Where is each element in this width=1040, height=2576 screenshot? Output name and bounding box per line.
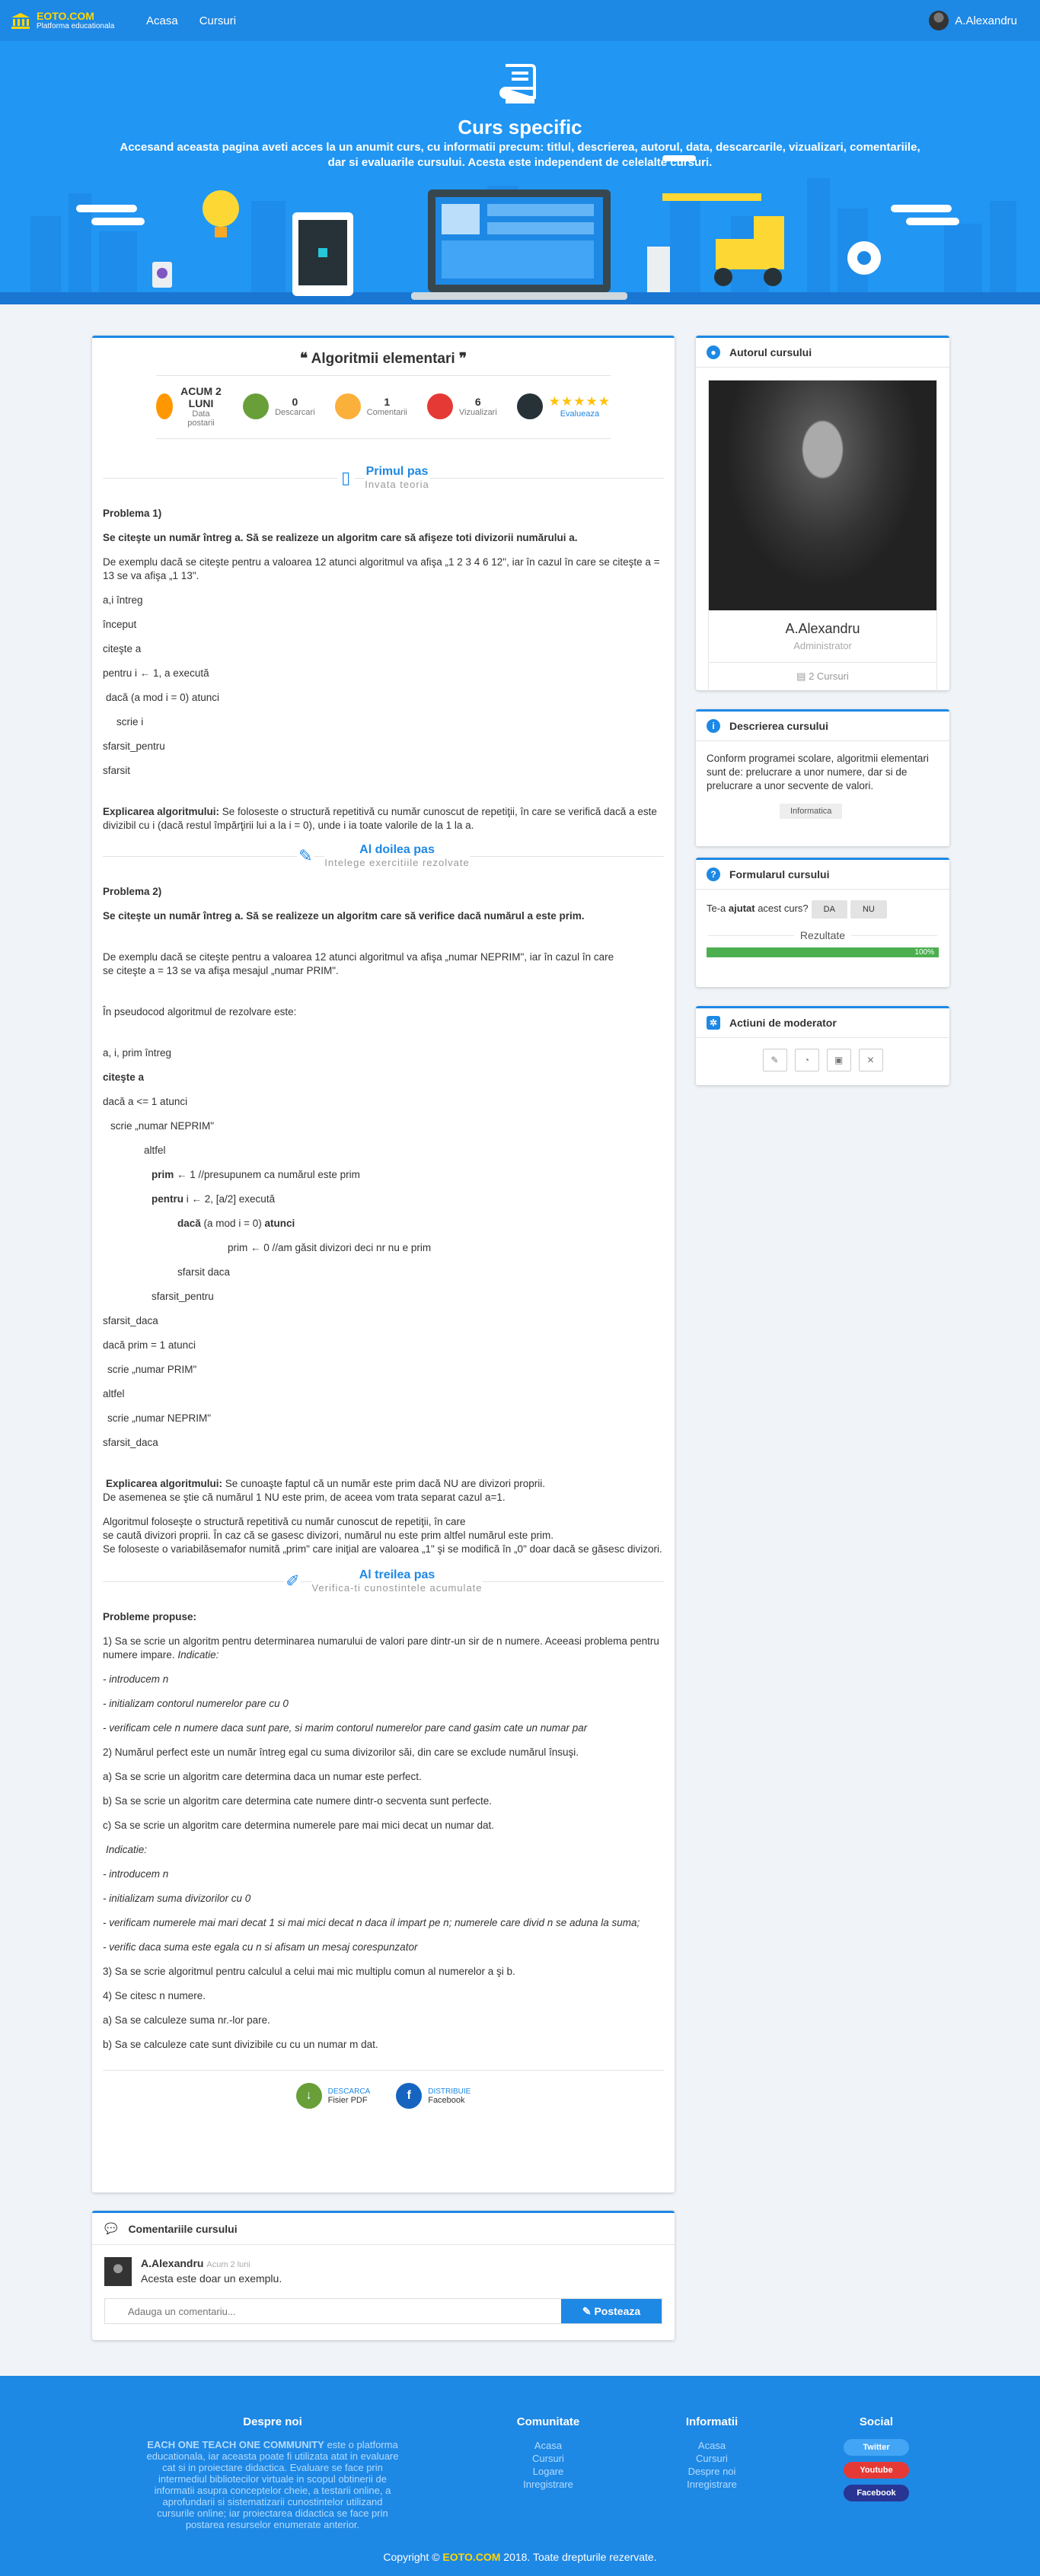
code-line: sfarsit_daca <box>103 1437 158 1448</box>
problem-text: c) Sa se scrie un algoritm care determina numerele pare mai mici decat un numar dat. <box>103 1820 494 1831</box>
delete-button[interactable]: ✕ <box>859 1049 883 1071</box>
explanation: se caută divizori proprii. În caz că se gasesc divizori, numărul nu este prim altfel numărul este prim. <box>103 1530 553 1541</box>
code-line: scrie i <box>116 716 144 728</box>
course-content-panel <box>92 336 675 2192</box>
code-line: sfarsit_pentru <box>103 740 165 752</box>
section-step-2: ✎ Al doilea pas Intelege exercitiile rezolvate <box>103 843 664 868</box>
problem-text: a) Sa se calculeze suma nr.-lor pare. <box>103 2014 270 2026</box>
page-title: Curs specific <box>458 116 582 139</box>
no-button[interactable]: NU <box>850 900 887 919</box>
card-title: Autorul cursului <box>729 346 812 358</box>
footer-link-inregistrare[interactable]: Inregistrare <box>687 2479 737 2490</box>
calendar-icon <box>156 393 173 419</box>
course-meta <box>156 376 611 439</box>
download-pdf-button[interactable]: ↓ DESCARCA Fisier PDF <box>296 2083 371 2109</box>
user-icon: ● <box>707 345 720 359</box>
explanation: Explicarea algoritmului: Se foloseste o structură repetitivă cu număr cunoscut de repetiţii, în care se verifică dacă a este divizibil cu i (dacă restul împărţirii lui a la i = 0), unde i ia toate valorile de la 1 la a. <box>103 806 657 831</box>
code-line: a,i întreg <box>103 594 143 606</box>
bank-icon <box>11 12 30 29</box>
code-line: sfarsit_daca <box>103 1315 158 1326</box>
code-line: altfel <box>103 1388 125 1399</box>
quote-close-icon: ❞ <box>455 351 467 367</box>
problem-statement: Se citeşte un număr întreg a. Să se realizeze un algoritm care să afişeze toti divizorii numărului a. <box>103 532 578 543</box>
hint-line: - verificam cele n numere daca sunt pare, si marim contorul numerelor pare cand gasim cate un numar par <box>103 1722 588 1734</box>
user-name: A.Alexandru <box>955 14 1017 27</box>
author-role: Administrator <box>793 640 852 651</box>
copyright: Copyright © EOTO.COM 2018. Toate drepturile rezervate. <box>383 2551 657 2563</box>
card-title: Formularul cursului <box>729 868 830 880</box>
footer-link-cursuri[interactable]: Cursuri <box>696 2453 728 2464</box>
user-menu[interactable] <box>929 11 1017 30</box>
footer <box>0 2376 1040 2576</box>
question-icon: ? <box>707 868 720 881</box>
code-line: sfarsit_pentru <box>152 1291 214 1302</box>
problem-text: De exemplu dacă se citeşte pentru a valoarea 12 atunci algoritmul va afişa „numar NEPRIM", iar în cazul în care <box>103 951 614 963</box>
code-line: pentru i ← 2, [a/2] execută <box>152 1193 276 1205</box>
footer-link-acasa[interactable]: Acasa <box>534 2440 563 2451</box>
dots-icon <box>517 393 543 419</box>
feedback-question: Te-a ajutat acest curs? DA NU <box>696 890 949 929</box>
brand-tagline: Platforma educationala <box>37 22 115 30</box>
comments-panel <box>92 2211 675 2340</box>
comments-title: Comentariile cursului <box>128 2222 238 2235</box>
hint-line: - initializam contorul numerelor pare cu 0 <box>103 1698 289 1709</box>
comment-form <box>104 2298 662 2324</box>
page-subtitle: Accesand aceasta pagina aveti acces la un anumit curs, cu informatii precum: titlul, descrierea, autorul, data, descarcarile, vizualizari, comentariile, dar si evaluarile cursului. Acesta este independent de celelalte cursuri. <box>120 141 920 169</box>
edit-icon: ✐ <box>286 1571 300 1590</box>
problem-title: Problema 1) <box>103 508 162 519</box>
book-icon <box>495 59 545 110</box>
section-step-3: ✐ Al treilea pas Verifica-ti cunostintele acumulate <box>103 1568 664 1594</box>
pen-icon: ✎ <box>298 845 313 865</box>
code-line: citeşte a <box>103 1071 145 1083</box>
hint-line: - introducem n <box>103 1868 169 1880</box>
problem-text: se citeşte a = 13 se va afişa mesajul „numar PRIM". <box>103 965 339 976</box>
comments-icon: 💬 <box>104 2222 118 2234</box>
nav-link-acasa[interactable]: Acasa <box>146 14 178 27</box>
meta-rating[interactable]: ★★★★★ Evalueaza <box>517 385 611 428</box>
footer-social: Social Twitter Youtube Facebook <box>844 2415 909 2508</box>
quote-open-icon: ❝ <box>299 351 311 367</box>
share-facebook-button[interactable]: f DISTRIBUIE Facebook <box>396 2083 471 2109</box>
info-icon: i <box>707 719 720 733</box>
hint-line: Indicatie: <box>106 1844 148 1855</box>
code-line: sfarsit <box>103 765 131 776</box>
facebook-button[interactable]: Facebook <box>844 2485 909 2501</box>
eye-icon <box>427 393 453 419</box>
results-label: Rezultate <box>708 929 937 941</box>
explanation: De asemenea se ştie că numărul 1 NU este prim, de aceea vom trata separat cazul a=1. <box>103 1492 506 1503</box>
explanation: Explicarea algoritmului: Se cunoaşte faptul că un număr este prim dacă NU are divizori proprii. <box>106 1478 545 1489</box>
avatar <box>929 11 949 30</box>
comment-item <box>92 2245 675 2298</box>
hint-line: - verific daca suma este egala cu n si afisam un mesaj corespunzator <box>103 1941 418 1953</box>
footer-link-acasa[interactable]: Acasa <box>697 2440 726 2451</box>
course-description: Conform programei scolare, algoritmii elementari sunt de: prelucrare a unor numere, dar si de prelucrare a unor secvente de valori. <box>707 753 929 791</box>
author-photo <box>709 381 936 610</box>
edit-icon: ✎ <box>582 2304 595 2317</box>
author-courses[interactable]: ▤ 2 Cursuri <box>709 662 936 690</box>
edit-button[interactable]: ✎ <box>763 1049 787 1071</box>
problem-title: Problema 2) <box>103 886 162 897</box>
description-card <box>696 709 949 846</box>
book-icon: ▤ <box>796 670 809 682</box>
feedback-card <box>696 858 949 987</box>
youtube-button[interactable]: Youtube <box>844 2462 909 2479</box>
author-card <box>696 336 949 690</box>
comment-icon <box>335 393 361 419</box>
code-line: dacă prim = 1 atunci <box>103 1339 196 1351</box>
gears-icon: ✲ <box>707 1016 720 1030</box>
code-line: prim ← 0 //am găsit divizori deci nr nu e prim <box>228 1242 432 1253</box>
hero-banner <box>0 41 1040 304</box>
moderator-card <box>696 1006 949 1085</box>
yes-button[interactable]: DA <box>812 900 847 919</box>
problem-text: 4) Se citesc n numere. <box>103 1990 206 2001</box>
post-comment-button[interactable]: ✎ Posteaza <box>561 2299 662 2323</box>
explanation: Se foloseste o variabilăsemafor numită „prim" care iniţial are valoarea „1" şi se modifică în „0" doar dacă se găsesc divizori. <box>103 1543 662 1555</box>
results-bar: 100% <box>707 947 939 957</box>
section-step-1: ▯ Primul pas Invata teoria <box>103 465 664 490</box>
course-title: ❝ Algoritmii elementari ❞ <box>156 338 611 376</box>
footer-link-inregistrare[interactable]: Inregistrare <box>523 2479 573 2490</box>
hint-line: - introducem n <box>103 1673 169 1685</box>
unlock-button[interactable]: ◔ <box>795 1049 819 1071</box>
card-title: Descrierea cursului <box>729 720 828 732</box>
hint-line: - verificam numerele mai mari decat 1 si mai mici decat n daca il impart pe n; numerele care divid n se aduna la suma; <box>103 1917 640 1928</box>
avatar <box>104 2257 132 2286</box>
code-line: prim ← 1 //presupunem ca numărul este prim <box>152 1169 360 1180</box>
problem-text: b) Sa se scrie un algoritm care determina cate numere dintr-o secventa sunt perfecte. <box>103 1795 492 1807</box>
comment-time: Acum 2 luni <box>206 2260 250 2269</box>
code-line: a, i, prim întreg <box>103 1047 172 1059</box>
rating-stars[interactable]: ★★★★★ <box>548 394 611 409</box>
brand-logo[interactable] <box>11 11 125 30</box>
twitter-button[interactable]: Twitter <box>844 2439 909 2456</box>
problem-text: În pseudocod algoritmul de rezolvare este: <box>103 1006 297 1017</box>
download-icon: ↓ <box>296 2083 322 2109</box>
problem-text: 2) Numărul perfect este un număr întreg egal cu suma divizorilor săi, din care se exclude numărul însuşi. <box>103 1747 579 1758</box>
problem-text: De exemplu dacă se citeşte pentru a valoarea 12 atunci algoritmul va afişa „1 2 3 4 6 12", iar în cazul în care se citeşte a = 13 se va afişa „1 13". <box>103 556 660 581</box>
footer-info: Informatii Acasa Cursuri Despre noi Inregistrare <box>674 2415 750 2491</box>
footer-link-cursuri[interactable]: Cursuri <box>532 2453 564 2464</box>
author-name[interactable]: A.Alexandru <box>785 621 860 636</box>
footer-link-logare[interactable]: Logare <box>532 2466 564 2477</box>
code-line: citeşte a <box>103 643 142 654</box>
problem-text: 1) Sa se scrie un algoritm pentru determinarea numarului de valori pare dintr-un sir de n numere. Aceeasi problema pentru numere impare. Indicatie: <box>103 1635 659 1661</box>
top-navbar <box>0 0 1040 41</box>
category-tag[interactable]: Informatica <box>780 804 842 819</box>
problem-statement: Se citeşte un număr întreg a. Să se realizeze un algoritm care să verifice dacă numărul a este prim. <box>103 910 585 922</box>
nav-link-cursuri[interactable]: Cursuri <box>199 14 237 27</box>
hint-line: - initializam suma divizorilor cu 0 <box>103 1893 251 1904</box>
code-line: scrie „numar PRIM" <box>107 1364 197 1375</box>
code-line: dacă a <= 1 atunci <box>103 1096 188 1107</box>
footer-community: Comunitate Acasa Cursuri Logare Inregistrare <box>510 2415 586 2491</box>
brand-name: EOTO.COM <box>37 10 94 22</box>
meta-comments: 1 Comentarii <box>335 385 407 428</box>
book-icon: ▯ <box>337 470 354 486</box>
code-line: început <box>103 619 137 630</box>
problem-text: a) Sa se scrie un algoritm care determina daca un numar este perfect. <box>103 1771 422 1782</box>
lock-button[interactable]: ▣ <box>827 1049 851 1071</box>
code-line: dacă (a mod i = 0) atunci <box>106 692 219 703</box>
card-title: Actiuni de moderator <box>729 1017 837 1029</box>
problem-text: 3) Sa se scrie algoritmul pentru calculul a celui mai mic multiplu comun al numerelor a şi b. <box>103 1966 515 1977</box>
facebook-icon: f <box>396 2083 422 2109</box>
comment-text: Acesta este doar un exemplu. <box>141 2272 282 2285</box>
code-line: sfarsit daca <box>177 1266 231 1278</box>
footer-link-despre[interactable]: Despre noi <box>687 2466 736 2477</box>
meta-downloads: 0 Descarcari <box>243 385 315 428</box>
problem-text: b) Sa se calculeze cate sunt divizibile cu cu un numar m dat. <box>103 2039 378 2050</box>
problems-title: Probleme propuse: <box>103 1611 197 1622</box>
explanation: Algoritmul foloseşte o structură repetitivă cu număr cunoscut de repetiţii, în care <box>103 1516 466 1527</box>
meta-views: 6 Vizualizari <box>427 385 497 428</box>
code-line: altfel <box>144 1145 166 1156</box>
download-share <box>103 2070 664 2109</box>
code-line: scrie „numar NEPRIM" <box>107 1412 212 1424</box>
footer-about: Despre noi EACH ONE TEACH ONE COMMUNITY este o platforma educationala, iar aceasta poate fi utilizata atat in evaluare cat si in proiectare didactica. Evaluare se face prin intermediul bibliotecilor virtuale in scopul obtinerii de informatii asupra conceptelor cheie, a testarii online, a aprofundarii si sistematizarii cunostintelor utilizand cursurile online; iar proiectarea didactica se face prin postarea resurselor enumerate anterior. <box>146 2415 399 2530</box>
comment-input[interactable] <box>105 2299 561 2323</box>
code-line: pentru i ← 1, a execută <box>103 667 209 679</box>
download-icon <box>243 393 269 419</box>
code-line: scrie „numar NEPRIM" <box>110 1120 215 1132</box>
code-line: dacă (a mod i = 0) atunci <box>177 1218 295 1229</box>
comment-author[interactable]: A.Alexandru <box>141 2257 204 2269</box>
meta-date: ACUM 2 LUNI Data postarii <box>156 385 223 428</box>
